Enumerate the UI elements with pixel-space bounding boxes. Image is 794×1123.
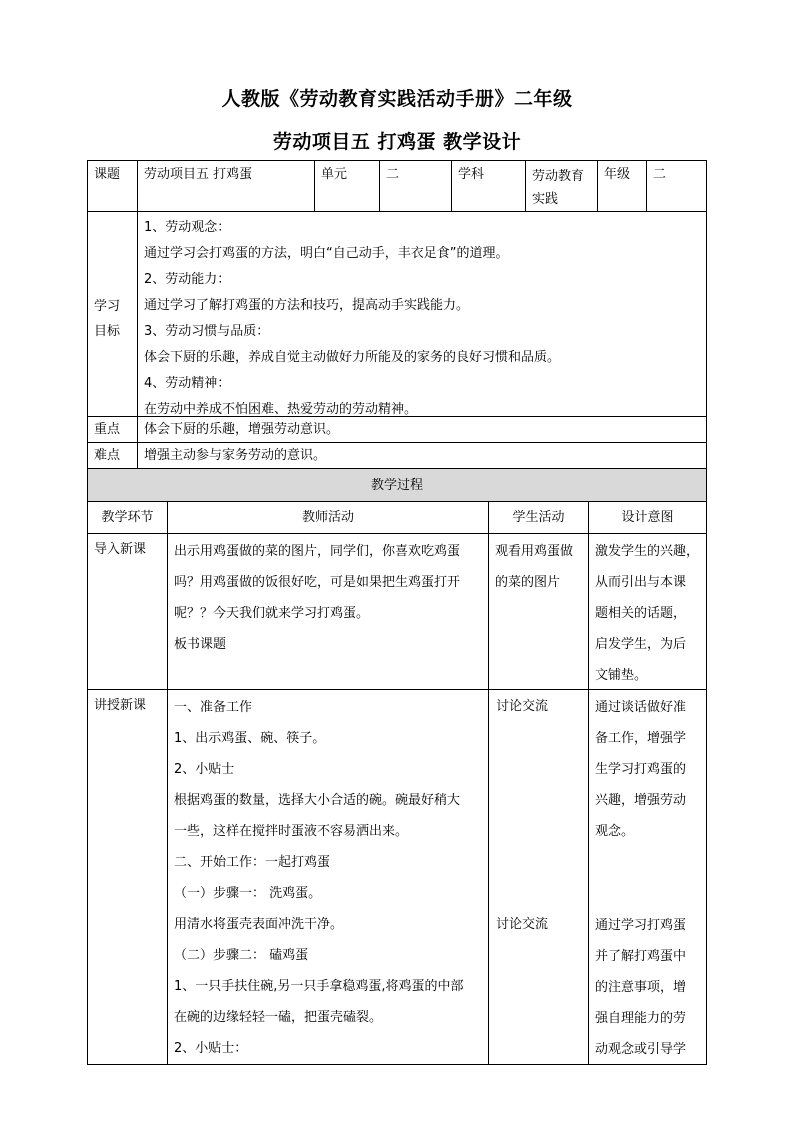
difficulty-label-cell: 难点 — [87, 442, 138, 469]
intro-stage-cell: 导入新课 — [87, 533, 168, 690]
intro-intent-line: 文铺垫。 — [595, 668, 648, 683]
intro-teacher-line: 出示用鸡蛋做的菜的图片，同学们，你喜欢吃鸡蛋 — [174, 544, 461, 559]
intro-student-line: 观看用鸡蛋做 — [495, 544, 574, 559]
teach-intent-1-line: 观念。 — [595, 824, 635, 839]
teach-intent-1-line: 通过谈话做好准 — [595, 700, 687, 715]
teach-intent-2-line: 并了解打鸡蛋中 — [595, 949, 687, 964]
objective-line: 3、劳动习惯与品质： — [144, 324, 270, 339]
topic-label-cell: 课题 — [87, 160, 138, 212]
teach-teacher-line: 一、准备工作 — [174, 700, 253, 715]
grade-label-cell: 年级 — [597, 160, 647, 212]
objective-line: 在劳动中养成不怕困难、热爱劳动的劳动精神。 — [144, 402, 418, 417]
teach-student-2: 讨论交流 — [496, 917, 549, 932]
teach-teacher-line: 一些，这样在搅拌时蛋液不容易洒出来。 — [174, 824, 409, 839]
teach-intent-2-line: 动观念或引导学 — [595, 1042, 687, 1057]
unit-value-cell: 二 — [379, 160, 452, 212]
teach-teacher-line: 根据鸡蛋的数量，选择大小合适的碗。碗最好稍大 — [174, 793, 461, 808]
teach-intent-2-line: 通过学习打鸡蛋 — [595, 918, 687, 933]
intro-teacher-cell — [167, 533, 489, 690]
teach-student-cell — [488, 689, 589, 1065]
grade-value-cell: 二 — [646, 160, 707, 212]
teach-intent-1-line: 生学习打鸡蛋的 — [595, 762, 687, 777]
intro-student-line: 的菜的图片 — [495, 575, 561, 590]
teach-intent-2 — [595, 910, 686, 1065]
teach-intent-1 — [595, 692, 686, 847]
intro-teacher-line: 吗？用鸡蛋做的饭很好吃，可是如果把生鸡蛋打开 — [174, 575, 461, 590]
objective-line: 通过学习了解打鸡蛋的方法和技巧，提高动手实践能力。 — [144, 298, 470, 313]
process-title-cell: 教学过程 — [87, 468, 707, 502]
intro-intent-line: 启发学生，为后 — [595, 637, 687, 652]
unit-label-cell: 单元 — [314, 160, 380, 212]
teach-intent-1-line: 兴趣，增强劳动 — [595, 793, 687, 808]
teach-teacher-line: 在碗的边缘轻轻一磕，把蛋壳磕裂。 — [174, 1010, 383, 1025]
intro-intent-cell — [588, 533, 707, 690]
objectives-content-cell — [137, 211, 707, 417]
objective-line: 体会下厨的乐趣，养成自觉主动做好力所能及的家务的良好习惯和品质。 — [144, 350, 561, 365]
objective-line: 通过学习会打鸡蛋的方法，明白“自己动手，丰衣足食”的道理。 — [144, 246, 509, 261]
header-teacher: 教师活动 — [167, 501, 489, 534]
subject-value: 劳动教育实践 — [532, 169, 585, 207]
intro-student-cell — [488, 533, 589, 690]
document-subtitle: 劳动项目五 打鸡蛋 教学设计 — [272, 131, 522, 153]
objective-line: 4、劳动精神： — [144, 376, 231, 391]
header-intent: 设计意图 — [588, 501, 707, 534]
teach-teacher-line: 2、小贴士 — [174, 762, 235, 777]
teach-teacher-line: 用清水将蛋壳表面冲洗干净。 — [174, 917, 344, 932]
teach-intent-cell — [588, 689, 707, 1065]
teach-intent-2-line: 强自理能力的劳 — [595, 1011, 687, 1026]
intro-teacher-line: 呢？？今天我们就来学习打鸡蛋。 — [174, 606, 370, 621]
topic-value-cell: 劳动项目五 打鸡蛋 — [137, 160, 315, 212]
teach-teacher-line: 1、一只手扶住碗,另一只手拿稳鸡蛋,将鸡蛋的中部 — [174, 979, 464, 994]
teach-student-1: 讨论交流 — [496, 699, 549, 714]
teach-teacher-line: 1、出示鸡蛋、碗、筷子。 — [174, 731, 326, 746]
subject-value-cell — [525, 160, 598, 212]
teach-teacher-line: 二、开始工作：一起打鸡蛋 — [174, 855, 331, 870]
intro-intent-line: 从而引出与本课 — [595, 575, 687, 590]
teach-intent-2-line: 的注意事项，增 — [595, 980, 687, 995]
intro-intent-line: 题相关的话题， — [595, 606, 687, 621]
document-title: 人教版《劳动教育实践活动手册》二年级 — [221, 88, 573, 110]
objective-line: 2、劳动能力： — [144, 272, 231, 287]
teach-teacher-line: 2、小贴士： — [174, 1041, 248, 1056]
subject-label-cell: 学科 — [451, 160, 526, 212]
key-point-label-cell: 重点 — [87, 416, 138, 443]
teach-intent-1-line: 备工作，增强学 — [595, 731, 687, 746]
objectives-label-cell — [87, 211, 138, 417]
teach-teacher-cell — [167, 689, 489, 1065]
header-stage: 教学环节 — [87, 501, 168, 534]
key-point-value-cell: 体会下厨的乐趣，增强劳动意识。 — [137, 416, 707, 443]
objectives-label: 学习目标 — [94, 299, 121, 339]
teach-teacher-line: （一）步骤一： 洗鸡蛋。 — [174, 886, 322, 901]
intro-intent-line: 激发学生的兴趣， — [595, 544, 700, 559]
objective-line: 1、劳动观念： — [144, 220, 231, 235]
teach-stage-cell: 讲授新课 — [87, 689, 168, 1065]
difficulty-value-cell: 增强主动参与家务劳动的意识。 — [137, 442, 707, 469]
header-student: 学生活动 — [488, 501, 589, 534]
teach-teacher-line: （二）步骤二： 磕鸡蛋 — [174, 948, 309, 963]
intro-teacher-line: 板书课题 — [174, 637, 227, 652]
